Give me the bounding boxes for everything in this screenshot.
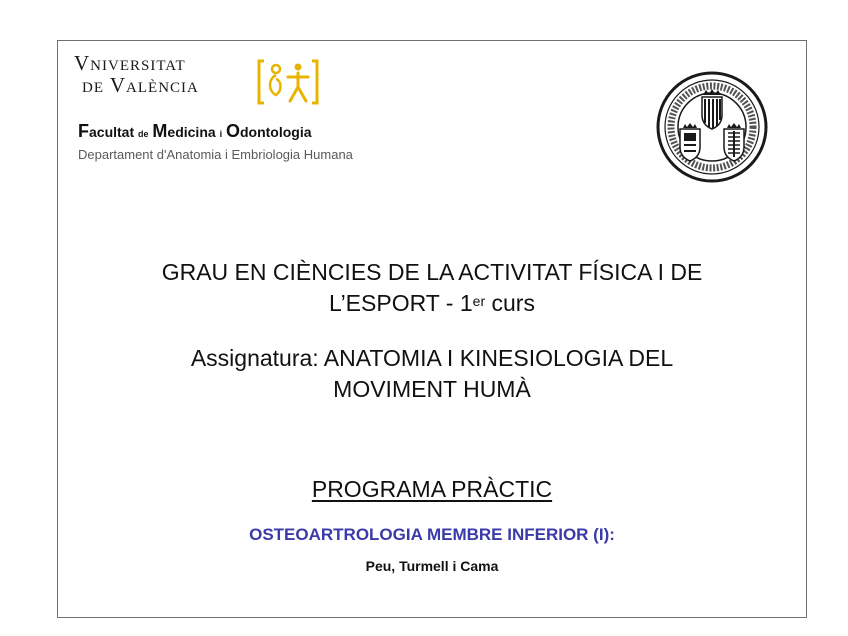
slide <box>57 40 807 618</box>
degree-title-line2-prefix: L’ESPORT - 1 <box>329 290 473 316</box>
university-name-line1: Vniversitat <box>74 51 186 75</box>
department-name: Departament d'Anatomia i Embriologia Humana <box>78 147 353 162</box>
faculty-word-de: de <box>138 129 149 139</box>
faculty-word-edicina: edicina <box>167 124 216 140</box>
university-name <box>74 53 254 96</box>
degree-title-line1: GRAU EN CIÈNCIES DE LA ACTIVITAT FÍSICA I DE <box>161 259 703 285</box>
topic-title: OSTEOARTROLOGIA MEMBRE INFERIOR (I): <box>249 525 615 544</box>
faculty-word-acultat: acultat <box>89 124 135 140</box>
subject-title-line2: MOVIMENT HUMÀ <box>333 376 531 402</box>
faculty-letter-o: O <box>225 121 240 141</box>
university-emblem-icon <box>256 57 320 107</box>
degree-title-line2 <box>58 288 806 319</box>
faculty-letter-m: M <box>152 121 168 141</box>
faculty-letter-f: F <box>78 121 89 141</box>
degree-ordinal-suffix: er <box>472 293 486 309</box>
subject-title-line1: Assignatura: ANATOMIA I KINESIOLOGIA DEL <box>190 345 674 371</box>
university-name-line2: de València <box>82 73 199 97</box>
subject-title <box>58 343 806 405</box>
degree-title-line2-suffix: curs <box>485 290 535 316</box>
faculty-name <box>78 121 312 142</box>
program-title: PROGRAMA PRÀCTIC <box>311 476 553 502</box>
faculty-word-i: i <box>219 129 223 139</box>
degree-title <box>58 257 806 319</box>
subtopic-title: Peu, Turmell i Cama <box>365 558 499 574</box>
faculty-word-dontologia: dontologia <box>239 124 312 140</box>
university-seal-icon <box>656 71 768 183</box>
